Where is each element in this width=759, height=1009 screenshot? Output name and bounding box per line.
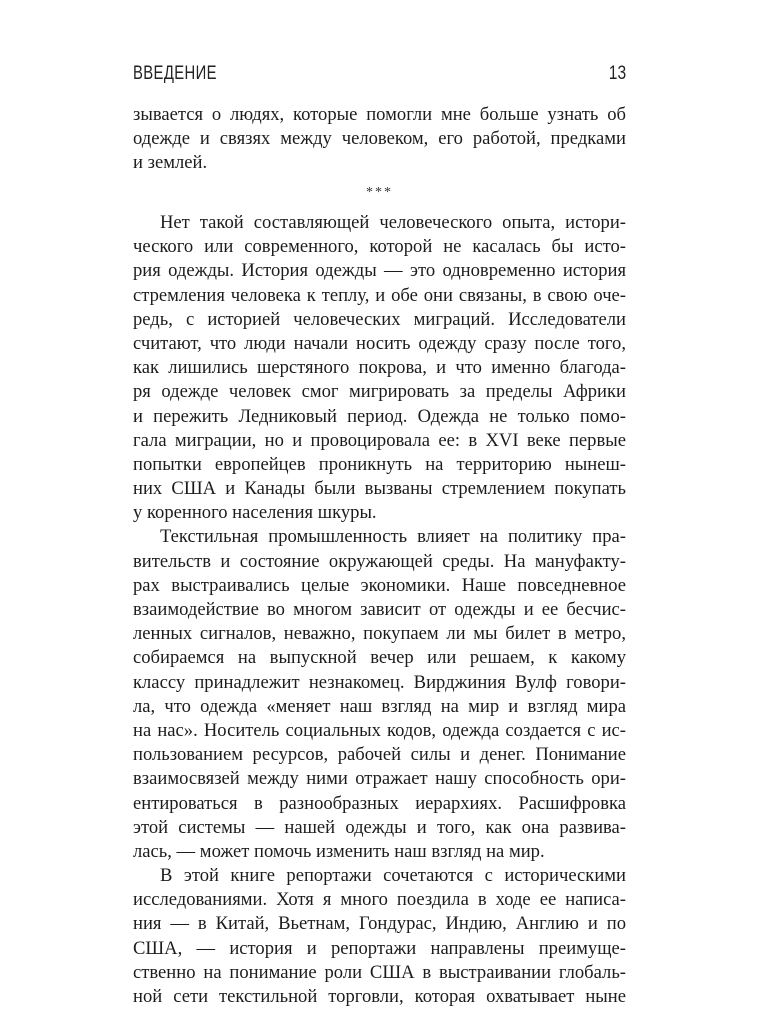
text-line: взаимодействие во многом зависит от одежды и ее бесчис- [133, 599, 626, 620]
running-head [133, 63, 626, 89]
text-line: гала миграции, но и провоцировала ее: в XVI веке первые [133, 429, 626, 451]
text-line: ла, что одежда «меняет наш взгляд на мир и взгляд мира [133, 695, 626, 717]
text-line: как лишились шерстяного покрова, и что именно благода- [133, 357, 626, 379]
text-line: США, — история и репортажи направлены преимуще- [133, 937, 626, 959]
paragraph [133, 864, 626, 1009]
text-line: взаимосвязей между ними отражает нашу способность ори- [133, 768, 626, 790]
text-line: лась, — может помочь изменить наш взгляд на мир. [133, 840, 545, 862]
text-line: у коренного населения шкуры. [133, 502, 377, 524]
text-line: пользованием ресурсов, рабочей силы и денег. Понимание [133, 744, 626, 766]
text-line: этой системы — нашей одежды и того, как она развива- [133, 816, 626, 838]
text-line: собираемся на выпускной вечер или решаем, к какому [133, 647, 626, 669]
text-line: вительств и состояние окружающей среды. На мануфакту- [133, 550, 626, 572]
paragraph [133, 525, 626, 864]
text-line: на нас». Носитель социальных кодов, одежда создается с ис- [133, 719, 626, 741]
text-line: стремления человека к теплу, и обе они связаны, в свою оче- [133, 284, 626, 306]
text-line: Нет такой составляющей человеческого опыта, истори- [160, 212, 626, 233]
continued-paragraph [133, 103, 626, 176]
text-line: одежде и связях между человеком, его работой, предками [133, 128, 626, 150]
text-line: Текстильная промышленность влияет на политику пра- [160, 526, 626, 548]
text-line: попытки европейцев проникнуть на территорию нынеш- [133, 453, 626, 475]
page-number: 13 [608, 63, 626, 84]
text-line: считают, что люди начали носить одежду сразу после того, [133, 332, 626, 354]
text-line: ческого или современного, которой не касалась бы исто- [133, 236, 626, 258]
text-line: ния — в Китай, Вьетнам, Гондурас, Индию, Англию и по [133, 913, 626, 935]
body-text [133, 211, 626, 1009]
text-line: ственно на понимание роли США в выстраивании глобаль- [133, 961, 626, 983]
section-separator: *** [366, 185, 393, 200]
text-line: и землей. [133, 152, 208, 174]
paragraph [133, 211, 626, 525]
text-line: зывается о людях, которые помогли мне больше узнать об [133, 104, 626, 125]
text-line: ентироваться в разнообразных иерархиях. Расшифровка [133, 792, 626, 814]
text-line: ной сети текстильной торговли, которая охватывает ныне [133, 986, 626, 1007]
text-line: рах выстраивались целые экономики. Наше повседневное [133, 574, 626, 596]
section-title: ВВЕДЕНИЕ [133, 63, 217, 84]
text-line: них США и Канады были вызваны стремлением покупать [133, 478, 626, 500]
text-line: классу принадлежит незнакомец. Вирджиния Вулф говори- [133, 671, 626, 693]
text-line: В этой книге репортажи сочетаются с историческими [160, 865, 626, 887]
text-line: ленных сигналов, неважно, покупаем ли мы билет в метро, [133, 623, 626, 645]
text-line: редь, с историей человеческих миграций. Исследователи [133, 308, 626, 330]
text-line: ря одежде человек смог мигрировать за пределы Африки [133, 381, 626, 403]
text-line: рия одежды. История одежды — это одновременно история [133, 260, 626, 282]
text-line: исследованиями. Хотя я много поездила в ходе ее написа- [133, 889, 626, 911]
text-line: и пережить Ледниковый период. Одежда не только помо- [133, 405, 626, 427]
